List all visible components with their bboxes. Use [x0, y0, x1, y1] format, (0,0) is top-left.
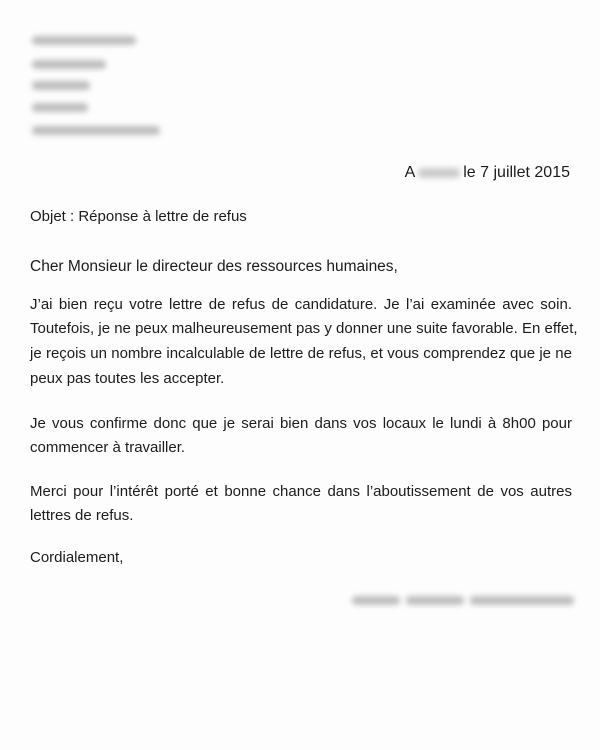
signature-part-2 [406, 596, 464, 605]
sender-address-blurred [0, 0, 600, 150]
sender-line-3 [32, 81, 90, 90]
paragraph-line: Je vous confirme donc que je serai bien dans vos locaux le lundi à 8h00 pour [30, 415, 572, 432]
date-text: le 7 juillet 2015 [463, 164, 570, 181]
date-line [405, 164, 570, 182]
letter-salutation: Cher Monsieur le directeur des ressources humaines, [30, 258, 398, 275]
sender-line-5 [32, 126, 160, 135]
paragraph-line: Merci pour l’intérêt porté et bonne chance dans l’aboutissement de vos autres [30, 483, 572, 500]
date-city-blurred [418, 168, 460, 178]
date-city-initial: A [404, 164, 416, 181]
paragraph-line: J’ai bien reçu votre lettre de refus de candidature. Je l’ai examinée avec soin. [30, 296, 572, 313]
paragraph-line: commencer à travailler. [30, 439, 186, 456]
sender-line-2 [32, 60, 106, 69]
signature-part-1 [352, 596, 400, 605]
sender-line-4 [32, 103, 88, 112]
letter-subject: Objet : Réponse à lettre de refus [30, 208, 247, 225]
sender-line-1 [32, 36, 136, 45]
letter-closing: Cordialement, [30, 549, 124, 566]
paragraph-line: peux pas toutes les accepter. [30, 370, 225, 387]
signature-part-3 [470, 596, 574, 605]
paragraph-line: Toutefois, je ne peux malheureusement pas y donner une suite favorable. En effet, [30, 320, 578, 337]
paragraph-line: lettres de refus. [30, 507, 134, 524]
paragraph-line: je reçois un nombre incalculable de lettre de refus, et vous comprendez que je ne [30, 345, 572, 362]
